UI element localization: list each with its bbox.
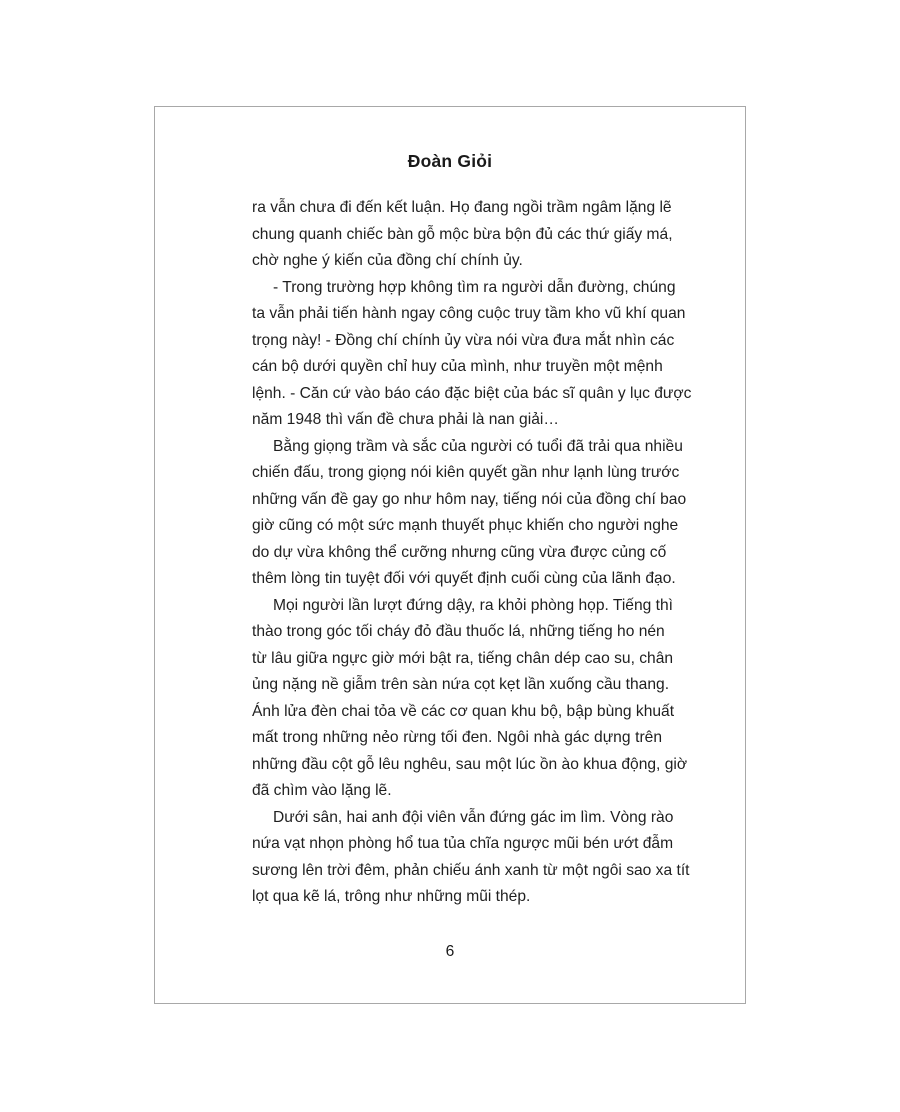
text-line: Mọi người lần lượt đứng dậy, ra khỏi phòng họp. Tiếng thì	[273, 596, 673, 614]
text-line: thào trong góc tối cháy đỏ đầu thuốc lá, những tiếng ho nén	[252, 623, 665, 640]
text-line: nứa vạt nhọn phòng hổ tua tủa chĩa ngược mũi bén ướt đẫm	[252, 835, 674, 852]
text-line: chung quanh chiếc bàn gỗ mộc bừa bộn đủ các thứ giấy má,	[252, 225, 673, 243]
text-line: ta vẫn phải tiến hành ngay công cuộc truy tầm kho vũ khí quan	[252, 305, 686, 322]
text-line: Ánh lửa đèn chai tỏa về các cơ quan khu bộ, bập bùng khuất	[252, 702, 675, 720]
book-page	[154, 106, 746, 1004]
text-line: Bằng giọng trầm và sắc của người có tuổi đã trải qua nhiều	[273, 437, 683, 455]
text-line: cán bộ dưới quyền chỉ huy của mình, như truyền một mệnh	[252, 358, 663, 375]
text-line: những vấn đề gay go như hôm nay, tiếng nói của đồng chí bao	[252, 490, 687, 508]
text-line: Dưới sân, hai anh đội viên vẫn đứng gác im lìm. Vòng rào	[273, 808, 674, 826]
text-line: giờ cũng có một sức mạnh thuyết phục khiến cho người nghe	[252, 517, 679, 534]
text-line: do dự vừa không thể cưỡng nhưng cũng vừa được củng cố	[252, 543, 667, 561]
body-text	[252, 195, 692, 911]
text-line: chiến đấu, trong giọng nói kiên quyết gần như lạnh lùng trước	[252, 464, 680, 481]
text-line: lệnh. - Căn cứ vào báo cáo đặc biệt của bác sĩ quân y lục được	[252, 384, 692, 402]
text-line: mất trong những nẻo rừng tối đen. Ngôi nhà gác dựng trên	[252, 729, 662, 746]
page-number: 6	[445, 943, 455, 960]
text-line: năm 1948 thì vấn đề chưa phải là nan giải…	[252, 411, 559, 428]
text-line: lọt qua kẽ lá, trông như những mũi thép.	[252, 888, 531, 905]
text-line: thêm lòng tin tuyệt đối với quyết định cuối cùng của lãnh đạo.	[252, 570, 676, 587]
text-line: những đầu cột gỗ lêu nghêu, sau một lúc ồn ào khua động, giờ	[252, 755, 688, 773]
running-header-author: Đoàn Giỏi	[407, 151, 493, 171]
text-line: chờ nghe ý kiến của đồng chí chính ủy.	[252, 252, 523, 269]
text-line: từ lâu giữa ngực giờ mới bật ra, tiếng chân dép cao su, chân	[252, 649, 674, 667]
text-line: trọng này! - Đồng chí chính ủy vừa nói vừa đưa mắt nhìn các	[252, 331, 675, 349]
text-line: ra vẫn chưa đi đến kết luận. Họ đang ngồi trầm ngâm lặng lẽ	[252, 199, 672, 216]
text-line: đã chìm vào lặng lẽ.	[252, 782, 392, 799]
text-line: - Trong trường hợp không tìm ra người dẫn đường, chúng	[273, 278, 676, 296]
text-line: sương lên trời đêm, phản chiếu ánh xanh từ một ngôi sao xa tít	[252, 861, 690, 879]
text-line: ủng nặng nề giẫm trên sàn nứa cọt kẹt lần xuống cầu thang.	[252, 676, 670, 693]
